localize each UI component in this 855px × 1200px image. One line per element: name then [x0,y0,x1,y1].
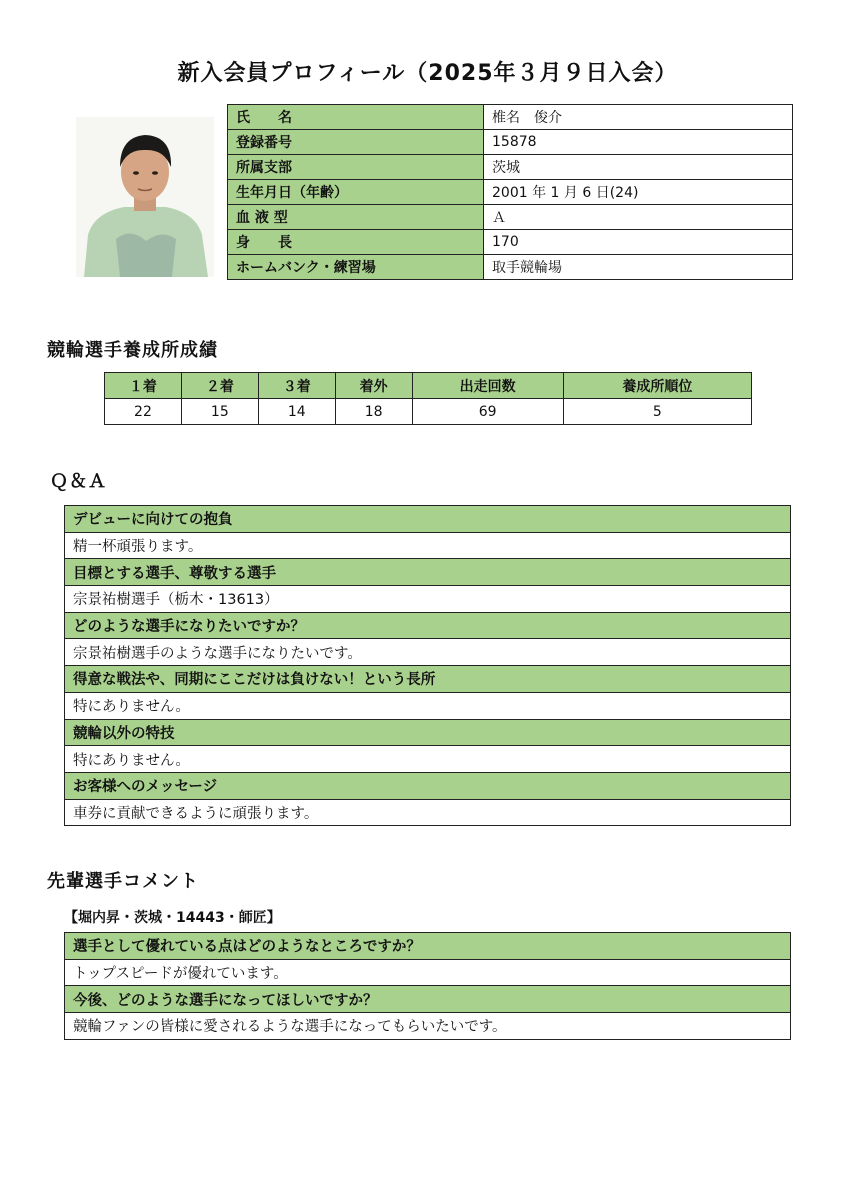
profile-row-blood-type [228,205,793,230]
qa-table [64,505,791,826]
qa-question-row [65,612,791,639]
qa-answer-row [65,532,791,559]
senior-answer: トップスピードが優れています。 [65,959,791,986]
profile-value: 茨城 [484,155,793,180]
senior-player-name: 【堀内昇・茨城・14443・師匠】 [64,910,281,926]
profile-label: ホームバンク・練習場 [228,255,484,280]
qa-question-row [65,772,791,799]
profile-label: 血 液 型 [228,205,484,230]
senior-question-row [65,933,791,960]
results-value-cell: 69 [412,399,563,425]
qa-question-row [65,506,791,533]
qa-answer-row [65,586,791,613]
senior-answer-row [65,1013,791,1040]
profile-value: Ａ [484,205,793,230]
senior-question: 今後、どのような選手になってほしいですか？ [65,986,791,1013]
profile-label: 所属支部 [228,155,484,180]
senior-question-row [65,986,791,1013]
qa-answer-row [65,746,791,773]
profile-table [227,104,793,280]
results-header-cell: １着 [105,373,182,399]
profile-row-name [228,105,793,130]
profile-label: 氏 名 [228,105,484,130]
profile-label: 登録番号 [228,130,484,155]
qa-answer-row [65,639,791,666]
qa-question: デビューに向けての抱負 [65,506,791,533]
profile-photo [76,117,214,277]
results-header-cell: 出走回数 [412,373,563,399]
senior-comment-table [64,932,791,1040]
results-value-cell: 18 [335,399,412,425]
profile-row-branch [228,155,793,180]
qa-question-row [65,719,791,746]
senior-answer-row [65,959,791,986]
results-value-cell: 22 [105,399,182,425]
results-value-cell: 5 [563,399,751,425]
senior-answer: 競輪ファンの皆様に愛されるような選手になってもらいたいです。 [65,1013,791,1040]
qa-question: 競輪以外の特技 [65,719,791,746]
results-value-row [105,399,752,425]
results-header-row [105,373,752,399]
profile-value: 15878 [484,130,793,155]
results-header-cell: 着外 [335,373,412,399]
qa-question: 得意な戦法や、同期にここだけは負けない！という長所 [65,666,791,693]
senior-question: 選手として優れている点はどのようなところですか？ [65,933,791,960]
qa-question: お客様へのメッセージ [65,772,791,799]
results-header-cell: ２着 [181,373,258,399]
results-value-cell: 15 [181,399,258,425]
page-title: 新入会員プロフィール（2025年３月９日入会） [177,61,678,86]
school-results-heading: 競輪選手養成所成績 [47,340,218,361]
profile-row-height [228,230,793,255]
qa-answer: 宗景祐樹選手（栃木・13613） [65,586,791,613]
portrait-image [76,117,214,277]
qa-answer: 特にありません。 [65,746,791,773]
qa-answer-row [65,799,791,826]
profile-row-registration [228,130,793,155]
school-results-table [104,372,752,425]
qa-question-row [65,666,791,693]
qa-answer-row [65,692,791,719]
qa-answer: 特にありません。 [65,692,791,719]
qa-answer: 車券に貢献できるように頑張ります。 [65,799,791,826]
profile-label: 生年月日（年齢） [228,180,484,205]
results-value-cell: 14 [258,399,335,425]
profile-label: 身 長 [228,230,484,255]
qa-answer: 精一杯頑張ります。 [65,532,791,559]
results-header-cell: 養成所順位 [563,373,751,399]
profile-row-birthdate [228,180,793,205]
qa-question-row [65,559,791,586]
profile-value: 取手競輪場 [484,255,793,280]
qa-question: 目標とする選手、尊敬する選手 [65,559,791,586]
profile-value: 椎名 俊介 [484,105,793,130]
qa-heading: Ｑ＆Ａ [50,471,107,492]
profile-row-home-bank [228,255,793,280]
results-header-cell: ３着 [258,373,335,399]
profile-value: 170 [484,230,793,255]
profile-value: 2001 年 1 月 6 日(24) [484,180,793,205]
qa-answer: 宗景祐樹選手のような選手になりたいです。 [65,639,791,666]
senior-comment-heading: 先輩選手コメント [47,871,199,892]
qa-question: どのような選手になりたいですか？ [65,612,791,639]
